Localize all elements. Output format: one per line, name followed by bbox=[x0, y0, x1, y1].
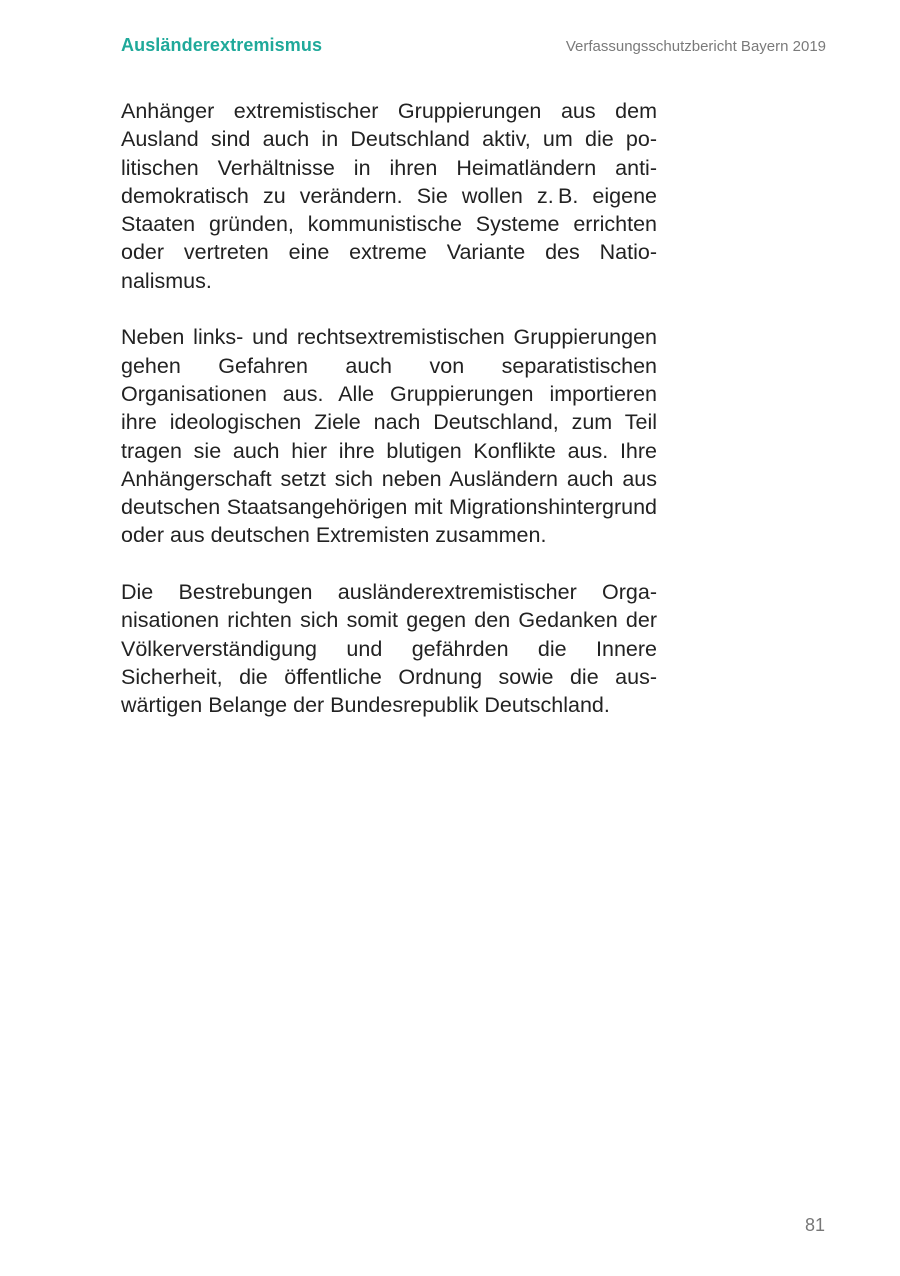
section-title: Ausländerextremismus bbox=[121, 35, 323, 55]
running-head: Verfassungsschutzbericht Bayern 2019 bbox=[565, 38, 826, 55]
body-text bbox=[121, 97, 657, 720]
paragraph-2: Neben links- und rechtsextremistischen Gruppierungen gehen Gefahren auch von separatistischen Organisationen aus. Alle Gruppierungen importieren ihre ideologischen Ziele nach Deutschland, zum Teil tragen sie auch hier ihre blutigen Konflikte aus. Ihre Anhängerschaft setzt sich neben Ausländern auch aus deutschen Staatsangehörigen mit Migrationshintergrund oder aus deutschen Extremisten zusammen. bbox=[121, 325, 657, 548]
paragraph-1: Anhänger extremistischer Gruppierungen aus dem Ausland sind auch in Deutschland aktiv, um die politischen Verhältnisse in ihren Heimatländern antidemokratisch zu verändern. Sie wollen z. B. eigene Staaten gründen, kommunistische Systeme errichten oder vertreten eine extreme Variante des Nationalismus. bbox=[121, 99, 657, 293]
page-number: 81 bbox=[804, 1215, 825, 1235]
paragraph-3: Die Bestrebungen ausländerextremistischer Organisationen richten sich somit gegen den Gedanken der Völkerverständigung und gefährden die Innere Sicherheit, die öffentliche Ordnung sowie die auswärtigen Belange der Bundesrepublik Deutschland. bbox=[121, 580, 657, 718]
